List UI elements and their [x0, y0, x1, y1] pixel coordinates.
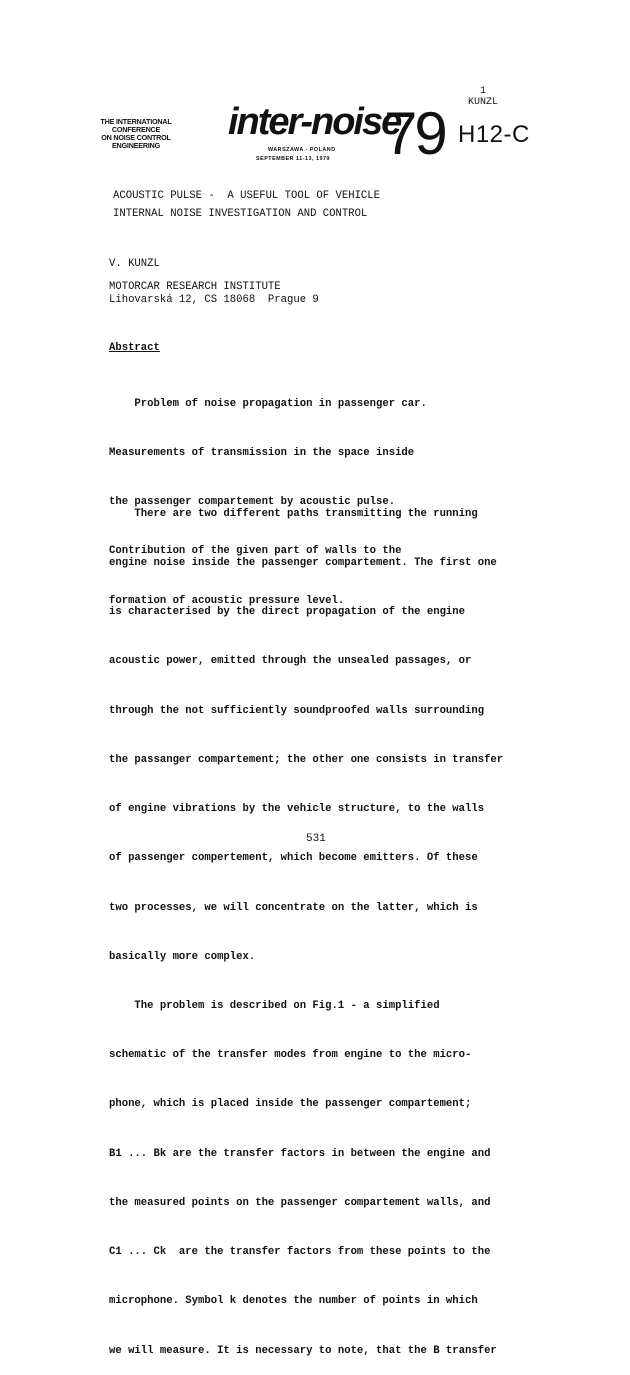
body-line: B1 ... Bk are the transfer factors in between the engine and — [109, 1147, 491, 1160]
body-line: The problem is described on Fig.1 - a simplified — [109, 1000, 440, 1012]
body-line: of engine vibrations by the vehicle structure, to the walls — [109, 803, 485, 816]
body-line: the passanger compartement; the other one consists in transfer — [109, 753, 504, 766]
body-line: is characterised by the direct propagation of the engine — [109, 606, 466, 619]
abstract-line: the passenger compartement by acoustic pulse. — [109, 496, 396, 509]
body-line: the measured points on the passenger compartement walls, and — [109, 1196, 491, 1209]
abstract-line: Contribution of the given part of walls to the — [109, 545, 402, 558]
main-body-text — [109, 473, 503, 1375]
body-line: schematic of the transfer modes from engine to the micro- — [109, 1049, 472, 1062]
paper-title-line-1: ACOUSTIC PULSE - A USEFUL TOOL OF VEHICLE — [113, 190, 381, 202]
session-code: H12-C — [458, 121, 530, 148]
body-line: basically more complex. — [109, 950, 256, 963]
abstract-line: Measurements of transmission in the space inside — [109, 447, 415, 460]
conference-dates: SEPTEMBER 11-13, 1979 — [256, 156, 331, 162]
conference-logo-word: inter-noise — [228, 101, 401, 143]
institute-address: Lihovarská 12, CS 18068 Prague 9 — [109, 294, 319, 306]
abstract-heading: Abstract — [109, 342, 160, 354]
org-line: ON NOISE CONTROL — [101, 133, 171, 142]
body-line: two processes, we will concentrate on the latter, which is — [109, 901, 478, 914]
conference-org-block — [86, 118, 186, 150]
body-line: acoustic power, emitted through the unsealed passages, or — [109, 655, 472, 668]
author-code: KUNZL — [468, 97, 499, 108]
author-name: V. KUNZL — [109, 258, 160, 270]
page-number-footer: 531 — [306, 833, 326, 845]
body-line: of passenger compertement, which become emitters. Of these — [109, 852, 478, 865]
page-header — [468, 86, 498, 108]
institute-name: MOTORCAR RESEARCH INSTITUTE — [109, 281, 281, 293]
body-line: phone, which is placed inside the passenger compartement; — [109, 1098, 472, 1111]
paper-title-line-2: INTERNAL NOISE INVESTIGATION AND CONTROL — [113, 208, 368, 220]
body-line: through the not sufficiently soundproofed walls surrounding — [109, 704, 485, 717]
abstract-line: formation of acoustic pressure level. — [109, 594, 345, 607]
body-line: C1 ... Ck are the transfer factors from these points to the — [109, 1246, 491, 1259]
body-line: we will measure. It is necessary to note, that the B transfer — [109, 1344, 497, 1357]
conference-location: WARSZAWA - POLAND — [268, 147, 336, 153]
abstract-line: Problem of noise propagation in passenger car. — [109, 397, 427, 410]
org-line: CONFERENCE — [111, 125, 161, 134]
body-line: microphone. Symbol k denotes the number of points in which — [109, 1295, 478, 1308]
org-line: THE INTERNATIONAL — [100, 117, 172, 126]
body-line: There are two different paths transmitting the running — [109, 507, 478, 520]
org-line: ENGINEERING — [111, 141, 161, 150]
body-line: engine noise inside the passenger compartement. The first one — [109, 557, 497, 570]
conference-logo-year: 79 — [384, 100, 445, 167]
page-number-top: 1 — [480, 86, 487, 97]
